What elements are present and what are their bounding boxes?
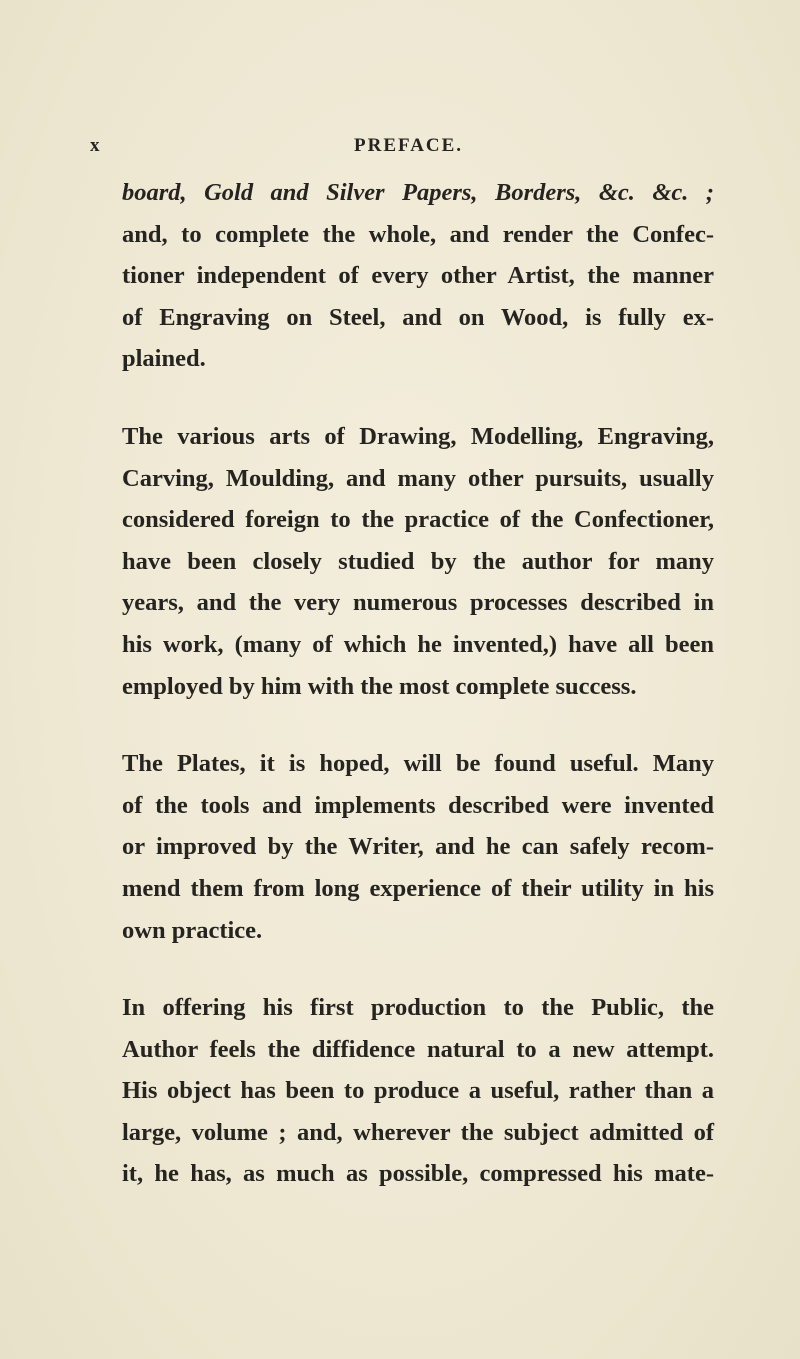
text-line: The Plates, it is hoped, will be found useful. Many xyxy=(122,750,714,778)
paragraph-2 xyxy=(122,416,714,707)
text-line: considered foreign to the practice of the Confectioner, xyxy=(122,506,714,534)
text-line: His object has been to produce a useful, rather than a xyxy=(122,1077,714,1105)
text-line: mend them from long experience of their utility in his xyxy=(122,874,714,902)
text-line: employed by him with the most complete success. xyxy=(122,672,637,700)
text-line: own practice. xyxy=(122,916,263,944)
body-text xyxy=(122,172,714,1195)
text-line: of the tools and implements described were invented xyxy=(122,791,714,819)
text-line: plained. xyxy=(122,345,206,373)
text-line: years, and the very numerous processes described in xyxy=(122,589,714,617)
text-line: Carving, Moulding, and many other pursuits, usually xyxy=(122,464,714,492)
text-line: or improved by the Writer, and he can safely recom- xyxy=(122,833,714,861)
text-line: his work, (many of which he invented,) have all been xyxy=(122,630,714,658)
text-line: and, to complete the whole, and render the Confec- xyxy=(122,220,714,248)
text-line: tioner independent of every other Artist, the manner xyxy=(122,262,714,290)
text-line: of Engraving on Steel, and on Wood, is fully ex- xyxy=(122,303,714,331)
page-number: x xyxy=(90,135,101,156)
text-line: board, Gold and Silver Papers, Borders, &c. &c. ; xyxy=(122,179,714,206)
text-line: have been closely studied by the author for many xyxy=(122,547,714,575)
text-line: In offering his first production to the Public, the xyxy=(122,994,714,1022)
running-head xyxy=(0,135,800,159)
running-title: PREFACE. xyxy=(354,135,464,156)
paragraph-1 xyxy=(122,172,714,380)
text-line: Author feels the diffidence natural to a new attempt. xyxy=(122,1035,714,1063)
text-line: The various arts of Drawing, Modelling, Engraving, xyxy=(122,422,714,450)
text-line: it, he has, as much as possible, compressed his mate- xyxy=(122,1160,714,1188)
paragraph-3 xyxy=(122,743,714,951)
text-line: large, volume ; and, wherever the subject admitted of xyxy=(122,1118,714,1146)
paragraph-4 xyxy=(122,987,714,1195)
